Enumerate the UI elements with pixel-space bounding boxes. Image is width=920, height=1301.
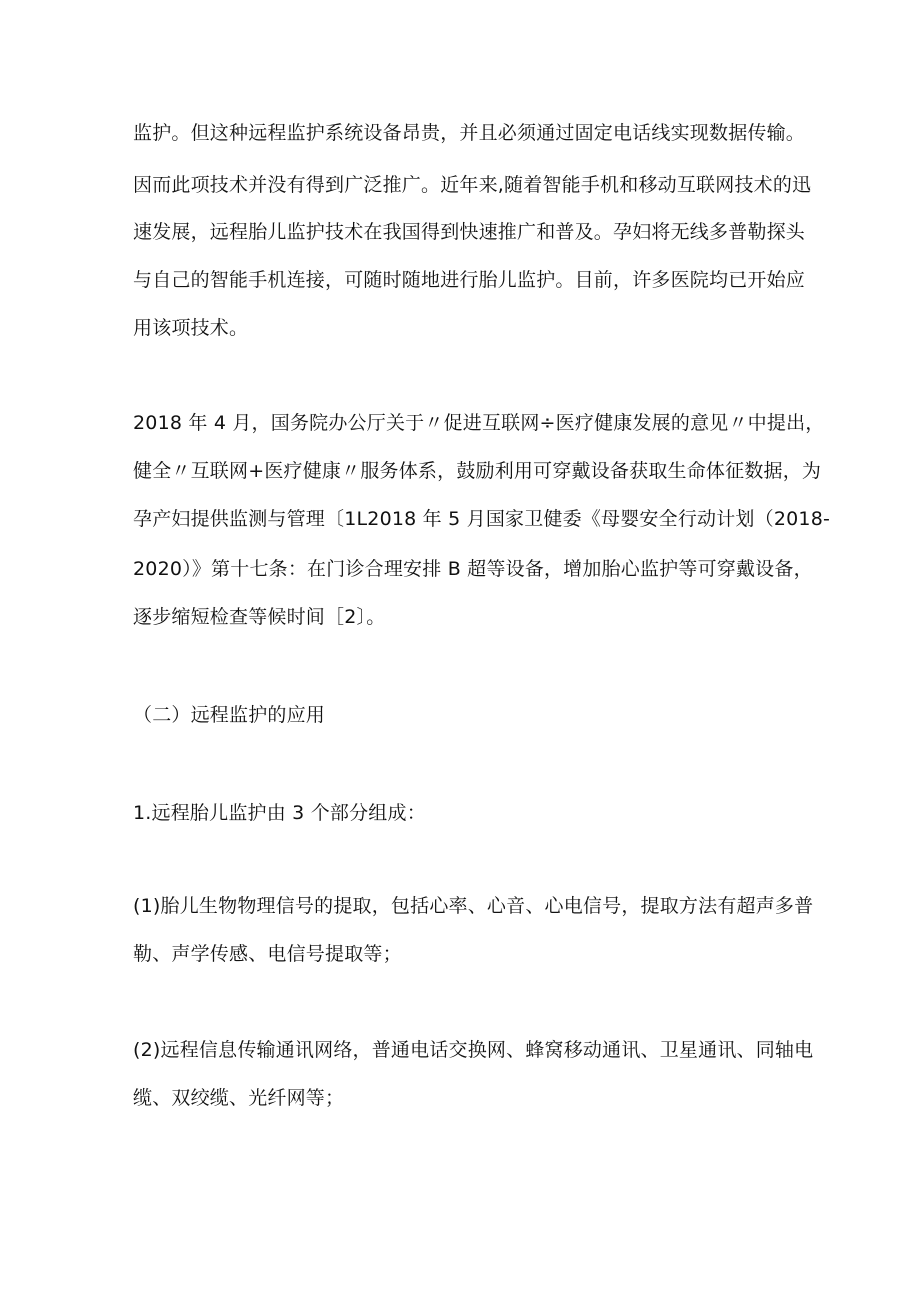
list-item-2-line-2: 缆、双绞缆、光纤网等； — [133, 1087, 345, 1109]
paragraph-1-line-5: 用该项技术。 — [133, 317, 249, 339]
paragraph-1-line-2: 因而此项技术并没有得到广泛推广。近年来,随着智能手机和移动互联网技术的迅 — [133, 174, 812, 196]
paragraph-1-line-1: 监护。但这种远程监护系统设备昂贵，并且必须通过固定电话线实现数据传输。 — [133, 122, 806, 144]
list-item-2-line-1: (2)远程信息传输通讯网络，普通电话交换网、蜂窝移动通讯、卫星通讯、同轴电 — [133, 1039, 814, 1061]
paragraph-1-line-3: 速发展，远程胎儿监护技术在我国得到快速推广和普及。孕妇将无线多普勒探头 — [133, 221, 806, 243]
list-item-1-line-1: (1)胎儿生物物理信号的提取，包括心率、心音、心电信号，提取方法有超声多普 — [133, 895, 814, 917]
list-intro: 1.远程胎儿监护由 3 个部分组成： — [133, 802, 426, 824]
list-item-1-line-2: 勒、声学传感、电信号提取等； — [133, 943, 402, 965]
paragraph-2-line-4: 2020）》第十七条：在门诊合理安排 B 超等设备，增加胎心监护等可穿戴设备， — [133, 558, 813, 580]
paragraph-2-line-3: 孕产妇提供监测与管理〔1L2018 年 5 月国家卫健委《母婴安全行动计划（2018- — [133, 508, 831, 530]
paragraph-2-line-1: 2018 年 4 月，国务院办公厅关于〃促进互联网÷医疗健康发展的意见〃中提出， — [133, 412, 825, 434]
paragraph-2-line-2: 健全〃互联网+医疗健康〃服务体系，鼓励利用可穿戴设备获取生命体征数据，为 — [133, 460, 822, 482]
section-heading: （二）远程监护的应用 — [133, 704, 326, 726]
paragraph-1-line-4: 与自己的智能手机连接，可随时随地进行胎儿监护。目前，许多医院均已开始应 — [133, 269, 806, 291]
paragraph-2-line-5: 逐步缩短检查等候时间［2〕。 — [133, 606, 386, 628]
